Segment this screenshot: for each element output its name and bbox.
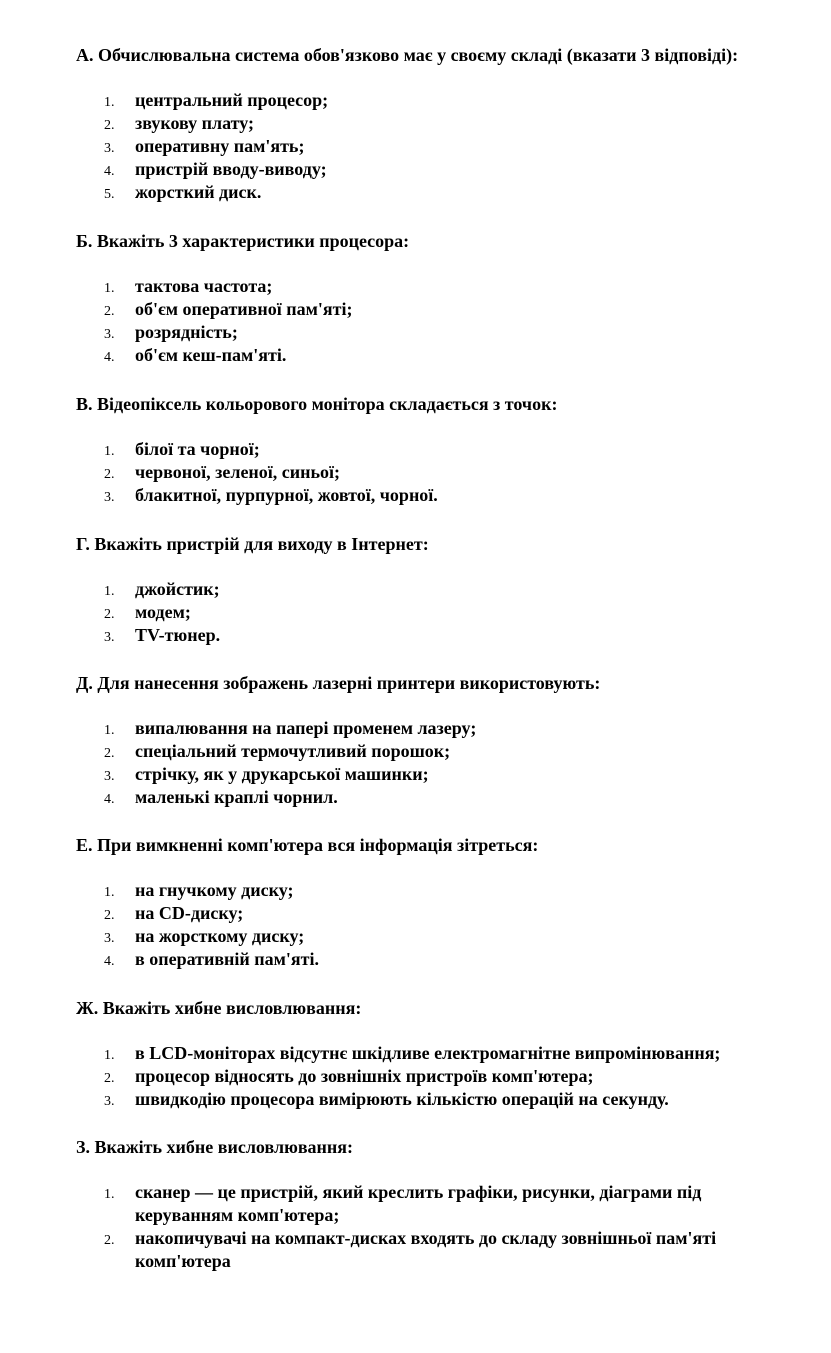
answer-text: розрядність; (135, 322, 238, 342)
answer-item (76, 601, 821, 624)
answer-item (76, 1042, 821, 1065)
answer-number: 5. (104, 187, 115, 202)
answer-item (76, 89, 821, 112)
answer-item (76, 461, 821, 484)
answer-text: сканер — це пристрій, який креслить графіки, рисунки, діаграми під керуванням комп'ютера; (135, 1182, 702, 1225)
answer-list (76, 578, 821, 647)
question-zh (76, 997, 821, 1111)
answer-item (76, 181, 821, 204)
answer-number: 3. (104, 931, 115, 946)
question-title: В. Відеопіксель кольорового монітора складається з точок: (76, 394, 558, 414)
answer-item (76, 321, 821, 344)
answer-text: TV-тюнер. (135, 625, 221, 645)
answer-text: джойстик; (135, 579, 220, 599)
answer-number: 2. (104, 607, 115, 622)
answer-number: 2. (104, 908, 115, 923)
answer-item (76, 1065, 821, 1088)
answer-text: стрічку, як у друкарської машинки; (135, 764, 429, 784)
answer-number: 1. (104, 1048, 115, 1063)
answer-text: накопичувачі на компакт-дисках входять до складу зовнішньої пам'яті комп'ютера (135, 1228, 717, 1271)
answer-text: об'єм оперативної пам'яті; (135, 299, 353, 319)
answer-text: на жорсткому диску; (135, 926, 305, 946)
answer-text: білої та чорної; (135, 439, 260, 459)
answer-number: 2. (104, 467, 115, 482)
question-v (76, 393, 821, 507)
answer-number: 1. (104, 885, 115, 900)
answer-list (76, 438, 821, 507)
answer-item (76, 298, 821, 321)
answer-item (76, 717, 821, 740)
answer-text: тактова частота; (135, 276, 273, 296)
answer-item (76, 158, 821, 181)
answer-text: об'єм кеш-пам'яті. (135, 345, 287, 365)
answer-number: 3. (104, 327, 115, 342)
answer-list (76, 879, 821, 971)
answer-list (76, 1042, 821, 1111)
answer-item (76, 344, 821, 367)
answer-text: червоної, зеленої, синьої; (135, 462, 341, 482)
answer-text: блакитної, пурпурної, жовтої, чорної. (135, 485, 438, 505)
answer-item (76, 786, 821, 809)
question-title: Ж. Вкажіть хибне висловлювання: (76, 998, 362, 1018)
answer-number: 3. (104, 769, 115, 784)
answer-item (76, 879, 821, 902)
answer-text: на CD-диску; (135, 903, 244, 923)
answer-text: пристрій вводу-виводу; (135, 159, 327, 179)
answer-item (76, 275, 821, 298)
answer-number: 4. (104, 792, 115, 807)
answer-number: 3. (104, 1094, 115, 1109)
answer-number: 4. (104, 954, 115, 969)
answer-item (76, 1088, 821, 1111)
answer-item (76, 925, 821, 948)
answer-item (76, 763, 821, 786)
answer-text: на гнучкому диску; (135, 880, 294, 900)
question-title: Г. Вкажіть пристрій для виходу в Інтернет: (76, 534, 429, 554)
answer-list (76, 89, 821, 204)
answer-text: центральний процесор; (135, 90, 329, 110)
question-title: Д. Для нанесення зображень лазерні принтери використовують: (76, 673, 601, 693)
answer-text: маленькі краплі чорнил. (135, 787, 338, 807)
answer-number: 1. (104, 723, 115, 738)
answer-item (76, 484, 821, 507)
question-z (76, 1136, 821, 1273)
answer-number: 1. (104, 444, 115, 459)
answer-item (76, 624, 821, 647)
question-title: А. Обчислювальна система обов'язково має у своєму складі (вказати 3 відповіді): (76, 45, 739, 65)
answer-item (76, 1181, 821, 1227)
question-h (76, 533, 821, 647)
answer-item (76, 1227, 821, 1273)
answer-number: 3. (104, 490, 115, 505)
answer-text: швидкодію процесора вимірюють кількістю операцій на секунду. (135, 1089, 669, 1109)
answer-number: 1. (104, 281, 115, 296)
answer-text: в LCD-моніторах відсутнє шкідливе електромагнітне випромінювання; (135, 1043, 721, 1063)
answer-number: 2. (104, 1071, 115, 1086)
question-a (76, 44, 821, 204)
answer-list (76, 275, 821, 367)
answer-item (76, 740, 821, 763)
answer-text: випалювання на папері променем лазеру; (135, 718, 477, 738)
answer-list (76, 717, 821, 809)
question-d (76, 672, 821, 809)
answer-text: жорсткий диск. (135, 182, 262, 202)
question-title: З. Вкажіть хибне висловлювання: (76, 1137, 354, 1157)
answer-number: 2. (104, 304, 115, 319)
answer-number: 3. (104, 630, 115, 645)
answer-number: 3. (104, 141, 115, 156)
answer-item (76, 438, 821, 461)
answer-number: 1. (104, 95, 115, 110)
answer-text: оперативну пам'ять; (135, 136, 305, 156)
answer-number: 1. (104, 1187, 115, 1202)
answer-item (76, 948, 821, 971)
question-e (76, 834, 821, 971)
answer-text: модем; (135, 602, 191, 622)
question-title: Б. Вкажіть 3 характеристики процесора: (76, 231, 410, 251)
question-b (76, 230, 821, 367)
answer-item (76, 902, 821, 925)
question-title: Е. При вимкненні комп'ютера вся інформація зітреться: (76, 835, 539, 855)
answer-text: звукову плату; (135, 113, 254, 133)
answer-item (76, 135, 821, 158)
answer-text: процесор відносять до зовнішніх пристроїв комп'ютера; (135, 1066, 594, 1086)
answer-item (76, 112, 821, 135)
answer-text: в оперативній пам'яті. (135, 949, 320, 969)
answer-number: 2. (104, 1233, 115, 1248)
answer-number: 1. (104, 584, 115, 599)
answer-number: 2. (104, 746, 115, 761)
answer-number: 2. (104, 118, 115, 133)
answer-item (76, 578, 821, 601)
answer-text: спеціальний термочутливий порошок; (135, 741, 451, 761)
answer-list (76, 1181, 821, 1273)
answer-number: 4. (104, 350, 115, 365)
answer-number: 4. (104, 164, 115, 179)
